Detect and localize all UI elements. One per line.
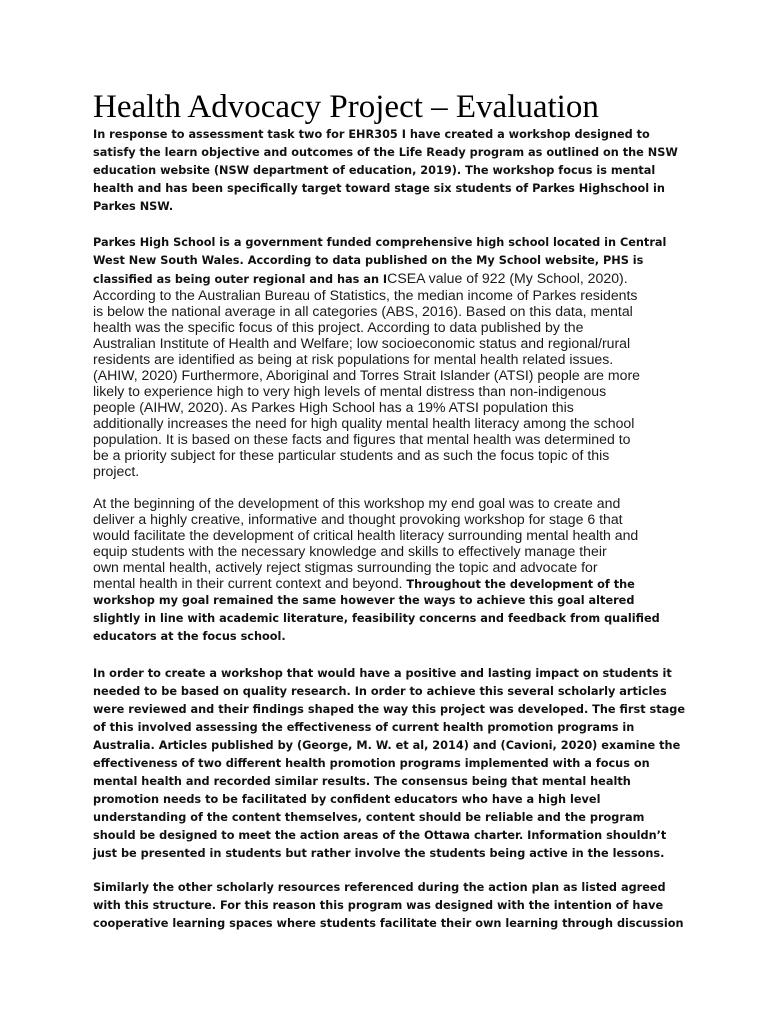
text-line: understanding of the content themselves, content should be reliable and the program xyxy=(93,811,645,824)
text-line: health and has been specifically target toward stage six students of Parkes Highschool in xyxy=(93,182,665,195)
paragraph-workshop-goal xyxy=(93,495,693,646)
text-line: satisfy the learn objective and outcomes of the Life Ready program as outlined on the NSW xyxy=(93,146,678,159)
text-line: people (AIHW, 2020). As Parkes High School has a 19% ATSI population this xyxy=(93,399,574,415)
text-line: would facilitate the development of critical health literacy surrounding mental health and xyxy=(93,527,639,543)
text-line: likely to experience high to very high levels of mental distress than non-indigenous xyxy=(93,383,607,399)
text-line: Australia. Articles published by (George, M. W. et al, 2014) and (Cavioni, 2020) examine the xyxy=(93,739,681,752)
text-line: slightly in line with academic literature, feasibility concerns and feedback from qualified xyxy=(93,612,660,625)
text-line: cooperative learning spaces where students facilitate their own learning through discussion xyxy=(93,917,684,930)
text-line: educators at the focus school. xyxy=(93,630,286,643)
text-segment-bold: Throughout the development of the xyxy=(406,578,635,591)
text-line: In order to create a workshop that would have a positive and lasting impact on students it xyxy=(93,667,672,680)
text-segment-bold: classified as being outer regional and has an I xyxy=(93,273,388,286)
text-line: just be presented in students but rather involve the students being active in the lessons. xyxy=(93,847,665,860)
text-line: Parkes High School is a government funded comprehensive high school located in Central xyxy=(93,236,667,249)
text-line: effectiveness of two different health promotion programs implemented with a focus on xyxy=(93,757,650,770)
text-line-mixed xyxy=(93,575,693,592)
text-line: equip students with the necessary knowledge and skills to effectively manage their xyxy=(93,543,607,559)
text-line: population. It is based on these facts and figures that mental health was determined to xyxy=(93,431,631,447)
text-line: Parkes NSW. xyxy=(93,200,174,213)
text-line: project. xyxy=(93,463,140,479)
text-segment-regular: CSEA value of 922 (My School, 2020). xyxy=(387,270,628,286)
text-line: Australian Institute of Health and Welfare; low socioeconomic status and regional/rural xyxy=(93,335,631,351)
text-line: deliver a highly creative, informative and thought provoking workshop for stage 6 that xyxy=(93,511,623,527)
text-line: of this involved assessing the effectiveness of current health promotion programs in xyxy=(93,721,635,734)
text-line: should be designed to meet the action areas of the Ottawa charter. Information shouldn’t xyxy=(93,829,667,842)
text-line: own mental health, actively reject stigmas surrounding the topic and advocate for xyxy=(93,559,598,575)
text-line: According to the Australian Bureau of Statistics, the median income of Parkes residents xyxy=(93,287,638,303)
text-segment-regular: mental health in their current context and beyond. xyxy=(93,575,407,591)
text-line: were reviewed and their findings shaped the way this project was developed. The first stage xyxy=(93,703,686,716)
paragraph-structure xyxy=(93,879,693,933)
text-line: additionally increases the need for high quality mental health literacy among the school xyxy=(93,415,635,431)
text-line: (AHIW, 2020) Furthermore, Aboriginal and Torres Strait Islander (ATSI) people are more xyxy=(93,367,641,383)
text-line: education website (NSW department of education, 2019). The workshop focus is mental xyxy=(93,164,656,177)
paragraph-school-context xyxy=(93,234,693,479)
text-line: promotion needs to be facilitated by confident educators who have a high level xyxy=(93,793,601,806)
text-line: health was the specific focus of this project. According to data published by the xyxy=(93,319,584,335)
text-line: be a priority subject for these particular students and as such the focus topic of this xyxy=(93,447,610,463)
paragraph-research xyxy=(93,665,693,863)
text-line: needed to be based on quality research. In order to achieve this several scholarly articles xyxy=(93,685,667,698)
text-line: mental health and recorded similar results. The consensus being that mental health xyxy=(93,775,631,788)
text-line-mixed xyxy=(93,270,693,287)
document-title: Health Advocacy Project – Evaluation xyxy=(93,89,599,125)
text-line: workshop my goal remained the same however the ways to achieve this goal altered xyxy=(93,594,635,607)
text-line: In response to assessment task two for EHR305 I have created a workshop designed to xyxy=(93,128,650,141)
text-line: with this structure. For this reason this program was designed with the intention of have xyxy=(93,899,664,912)
text-line: residents are identified as being at risk populations for mental health related issues. xyxy=(93,351,614,367)
text-line: At the beginning of the development of this workshop my end goal was to create and xyxy=(93,495,621,511)
text-line: is below the national average in all categories (ABS, 2016). Based on this data, mental xyxy=(93,303,633,319)
text-line: Similarly the other scholarly resources referenced during the action plan as listed agreed xyxy=(93,881,666,894)
paragraph-intro xyxy=(93,126,693,216)
text-line: West New South Wales. According to data published on the My School website, PHS is xyxy=(93,254,644,267)
